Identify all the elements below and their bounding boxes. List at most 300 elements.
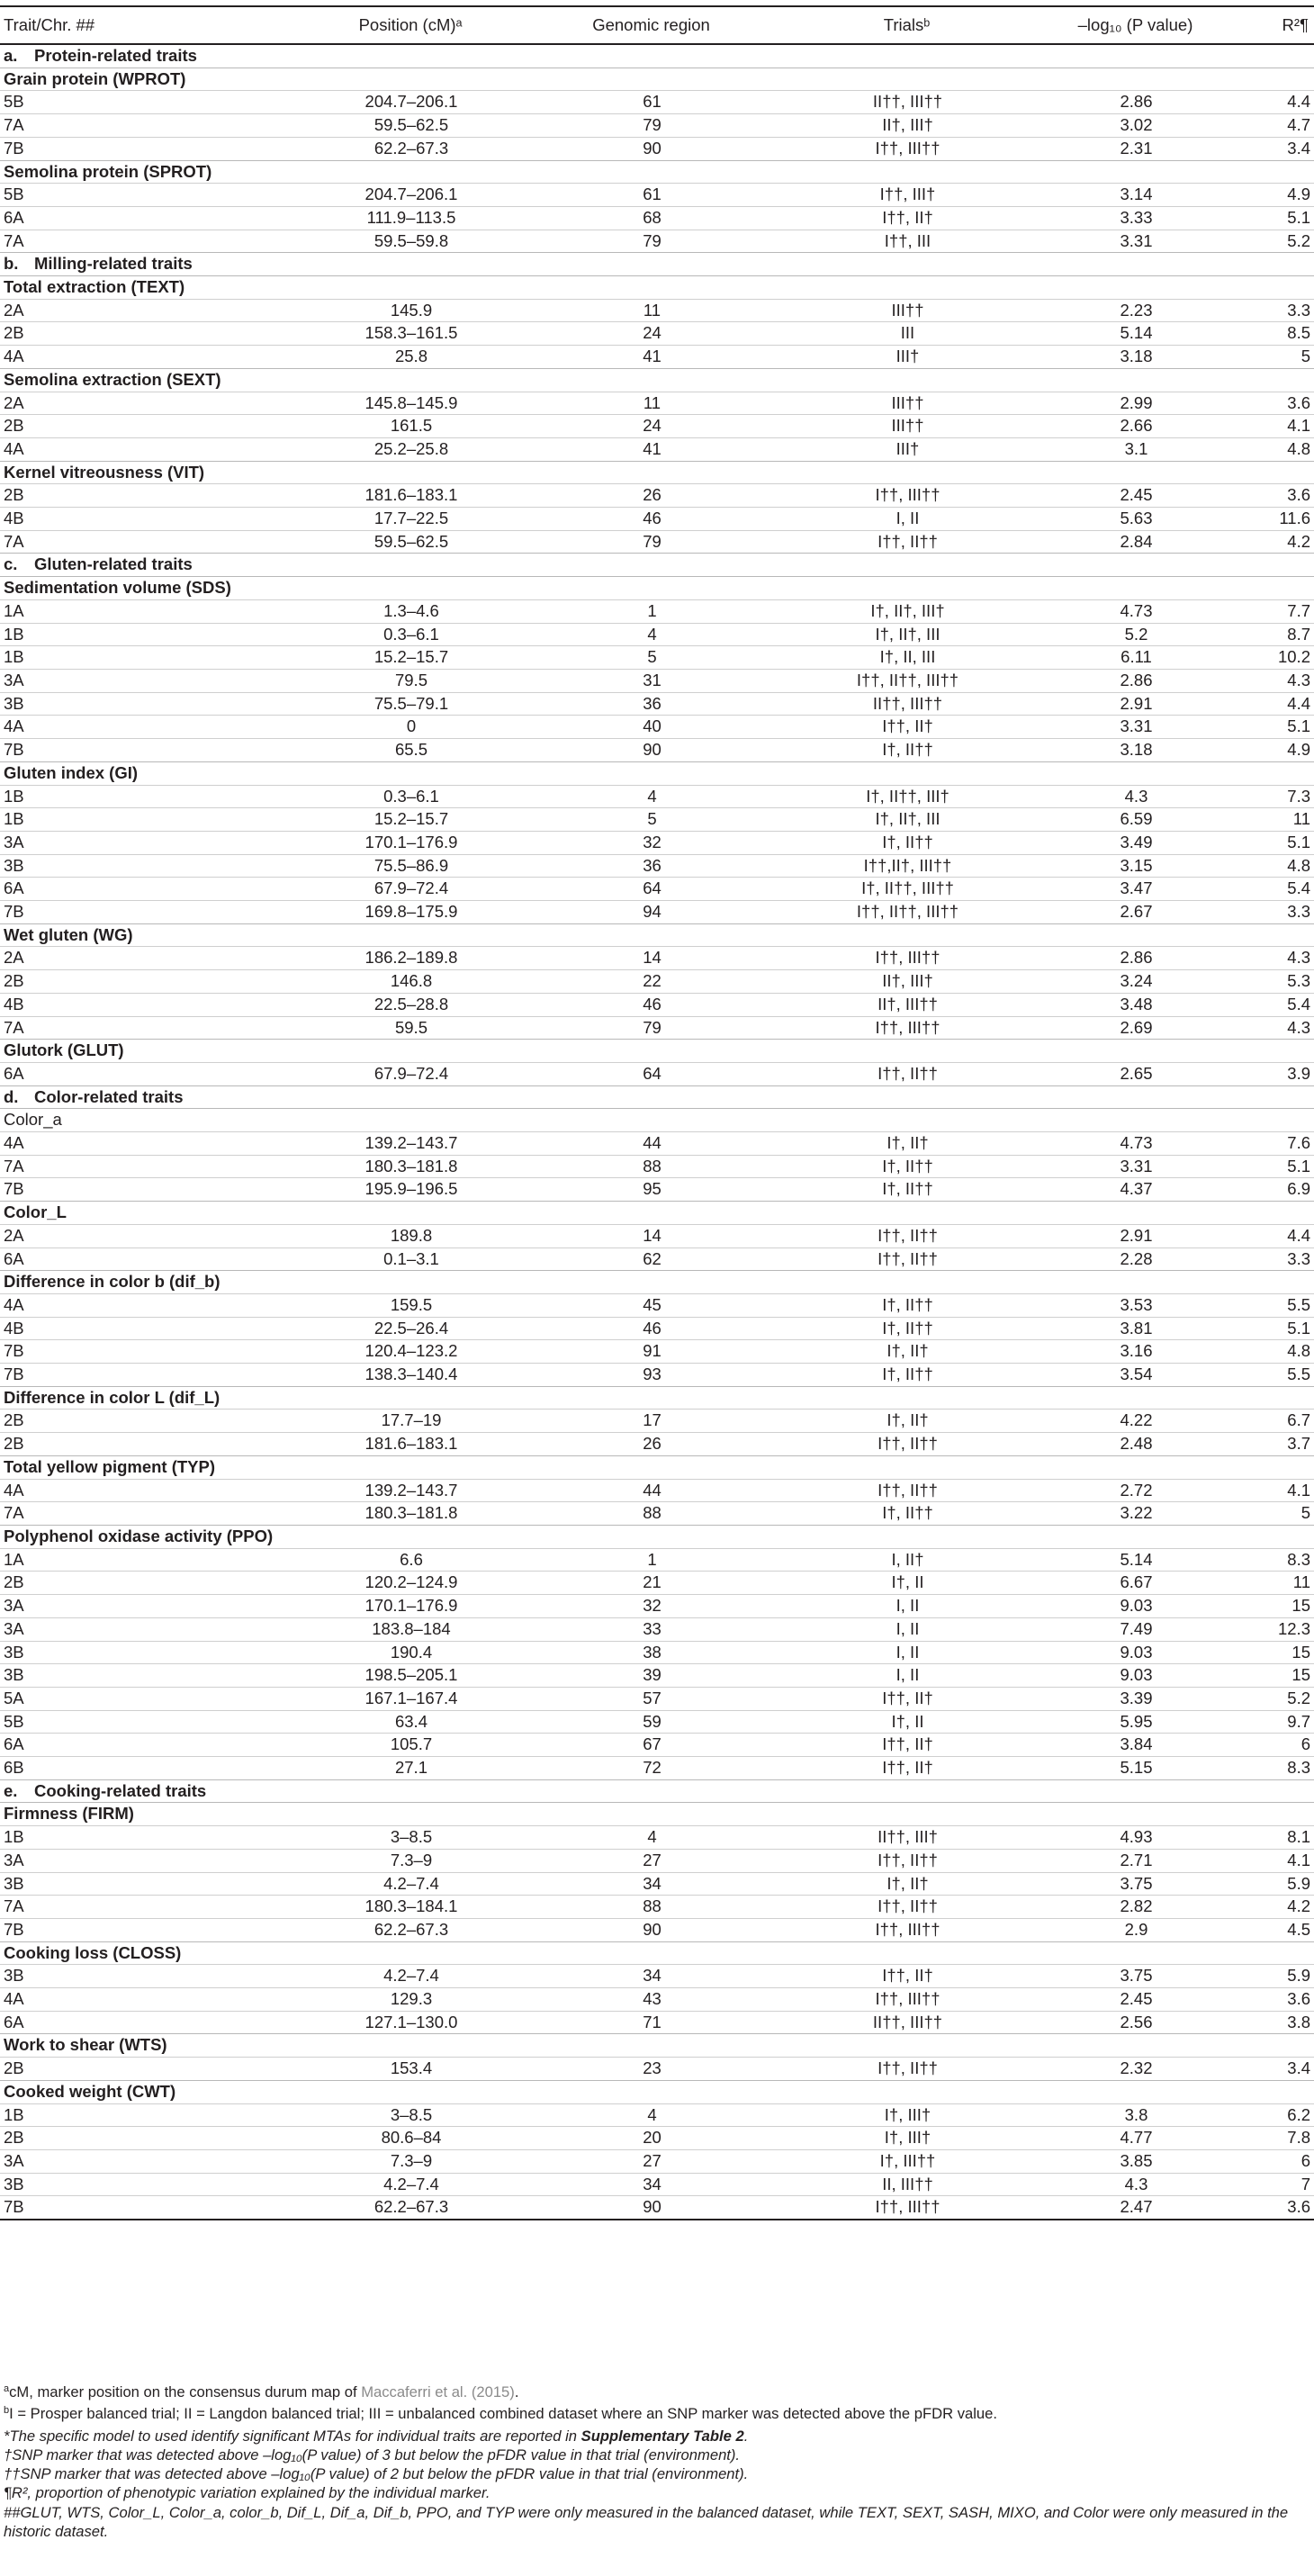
table-row bbox=[0, 299, 1314, 322]
cell-trials: I††, II†† bbox=[798, 1479, 1017, 1502]
table-row bbox=[0, 2196, 1314, 2220]
trait-header-row bbox=[0, 2080, 1314, 2103]
cell-genomic-region: 36 bbox=[506, 692, 798, 716]
table-row bbox=[0, 1872, 1314, 1896]
cell-pvalue: 3.18 bbox=[1017, 346, 1256, 369]
cell-pvalue: 5.2 bbox=[1017, 623, 1256, 646]
cell-chromosome: 3B bbox=[0, 854, 317, 878]
cell-pvalue: 2.32 bbox=[1017, 2058, 1256, 2081]
cell-trials: III†† bbox=[798, 415, 1017, 438]
cell-trials: I††, II† bbox=[798, 1757, 1017, 1780]
cell-pvalue: 2.31 bbox=[1017, 137, 1256, 160]
cell-trials: I†, III†† bbox=[798, 2149, 1017, 2173]
cell-position: 17.7–19 bbox=[317, 1410, 506, 1433]
cell-pvalue: 2.47 bbox=[1017, 2196, 1256, 2220]
cell-position: 6.6 bbox=[317, 1548, 506, 1572]
cell-r2: 15 bbox=[1256, 1641, 1314, 1664]
table-row bbox=[0, 1757, 1314, 1780]
cell-r2: 10.2 bbox=[1256, 646, 1314, 670]
cell-trials: I††, III†† bbox=[798, 947, 1017, 970]
cell-r2: 5.5 bbox=[1256, 1364, 1314, 1387]
cell-position: 59.5–59.8 bbox=[317, 230, 506, 253]
cell-pvalue: 2.86 bbox=[1017, 947, 1256, 970]
table-row bbox=[0, 137, 1314, 160]
table-row bbox=[0, 785, 1314, 808]
cell-trials: I††, III†† bbox=[798, 1016, 1017, 1040]
cell-r2: 4.4 bbox=[1256, 692, 1314, 716]
cell-position: 204.7–206.1 bbox=[317, 184, 506, 207]
table-row bbox=[0, 1710, 1314, 1734]
trait-label: Color_a bbox=[0, 1109, 1314, 1132]
section-letter: d. bbox=[4, 1086, 19, 1106]
cell-chromosome: 1B bbox=[0, 2103, 317, 2127]
cell-genomic-region: 44 bbox=[506, 1132, 798, 1156]
table-row bbox=[0, 1617, 1314, 1641]
cell-trials: II††, III†† bbox=[798, 2011, 1017, 2034]
cell-genomic-region: 45 bbox=[506, 1293, 798, 1317]
cell-pvalue: 2.66 bbox=[1017, 415, 1256, 438]
cell-position: 0.3–6.1 bbox=[317, 623, 506, 646]
cell-genomic-region: 23 bbox=[506, 2058, 798, 2081]
cell-r2: 7.7 bbox=[1256, 599, 1314, 623]
section-letter: b. bbox=[4, 254, 19, 274]
trait-header-row bbox=[0, 276, 1314, 300]
table-body bbox=[0, 44, 1314, 2220]
cell-pvalue: 2.82 bbox=[1017, 1896, 1256, 1919]
cell-position: 180.3–184.1 bbox=[317, 1896, 506, 1919]
cell-r2: 5.2 bbox=[1256, 1687, 1314, 1710]
cell-trials: I†, II† bbox=[798, 1132, 1017, 1156]
cell-chromosome: 6B bbox=[0, 1757, 317, 1780]
cell-genomic-region: 46 bbox=[506, 508, 798, 531]
cell-position: 62.2–67.3 bbox=[317, 1918, 506, 1941]
cell-position: 0.3–6.1 bbox=[317, 785, 506, 808]
cell-position: 138.3–140.4 bbox=[317, 1364, 506, 1387]
cell-pvalue: 9.03 bbox=[1017, 1664, 1256, 1688]
cell-chromosome: 1B bbox=[0, 1826, 317, 1850]
cell-chromosome: 7A bbox=[0, 1502, 317, 1526]
cell-pvalue: 3.75 bbox=[1017, 1872, 1256, 1896]
trait-label: Cooking loss (CLOSS) bbox=[0, 1941, 1314, 1965]
table-row bbox=[0, 1155, 1314, 1178]
cell-position: 25.2–25.8 bbox=[317, 437, 506, 461]
cell-genomic-region: 62 bbox=[506, 1247, 798, 1271]
cell-pvalue: 9.03 bbox=[1017, 1641, 1256, 1664]
cell-genomic-region: 93 bbox=[506, 1364, 798, 1387]
cell-r2: 3.3 bbox=[1256, 299, 1314, 322]
cell-chromosome: 4B bbox=[0, 508, 317, 531]
table-footnotes bbox=[4, 2382, 1300, 2541]
cell-trials: I††, II††, III†† bbox=[798, 669, 1017, 692]
cell-position: 80.6–84 bbox=[317, 2127, 506, 2150]
cell-pvalue: 3.54 bbox=[1017, 1364, 1256, 1387]
cell-genomic-region: 61 bbox=[506, 184, 798, 207]
cell-trials: II††, III†† bbox=[798, 91, 1017, 114]
cell-trials: I††, II† bbox=[798, 716, 1017, 739]
cell-trials: I, II bbox=[798, 508, 1017, 531]
cell-trials: I††, II†† bbox=[798, 530, 1017, 554]
cell-trials: I†, II†† bbox=[798, 1502, 1017, 1526]
table-row bbox=[0, 599, 1314, 623]
cell-r2: 4.2 bbox=[1256, 530, 1314, 554]
trait-header-row bbox=[0, 1941, 1314, 1965]
cell-position: 62.2–67.3 bbox=[317, 2196, 506, 2220]
cell-r2: 6 bbox=[1256, 1734, 1314, 1757]
cell-chromosome: 1A bbox=[0, 1548, 317, 1572]
cell-trials: I, II bbox=[798, 1664, 1017, 1688]
table-row bbox=[0, 1479, 1314, 1502]
cell-trials: I†, II† bbox=[798, 1872, 1017, 1896]
trait-header-row bbox=[0, 1526, 1314, 1549]
header-trait: Trait/Chr. ## bbox=[0, 6, 317, 44]
cell-chromosome: 3A bbox=[0, 1595, 317, 1618]
cell-genomic-region: 34 bbox=[506, 1965, 798, 1988]
cell-pvalue: 4.37 bbox=[1017, 1178, 1256, 1202]
cell-chromosome: 3B bbox=[0, 1872, 317, 1896]
cell-trials: I, II bbox=[798, 1617, 1017, 1641]
trait-header-row bbox=[0, 368, 1314, 392]
cell-r2: 11 bbox=[1256, 808, 1314, 832]
cell-pvalue: 3.18 bbox=[1017, 739, 1256, 762]
cell-position: 67.9–72.4 bbox=[317, 1062, 506, 1085]
footnote-star bbox=[4, 2427, 1300, 2445]
cell-genomic-region: 79 bbox=[506, 530, 798, 554]
cell-trials: I††, II†† bbox=[798, 2058, 1017, 2081]
cell-chromosome: 1B bbox=[0, 623, 317, 646]
cell-r2: 5.1 bbox=[1256, 831, 1314, 854]
cell-trials: I†, II††, III†† bbox=[798, 878, 1017, 901]
cell-position: 204.7–206.1 bbox=[317, 91, 506, 114]
table-row bbox=[0, 2173, 1314, 2196]
cell-trials: I††, II†† bbox=[798, 1433, 1017, 1456]
cell-r2: 3.6 bbox=[1256, 484, 1314, 508]
cell-genomic-region: 64 bbox=[506, 1062, 798, 1085]
header-position: Position (cM)ᵃ bbox=[317, 6, 506, 44]
table-row bbox=[0, 1572, 1314, 1595]
footnote-a-end: . bbox=[514, 2383, 519, 2400]
cell-r2: 7 bbox=[1256, 2173, 1314, 2196]
table-row bbox=[0, 878, 1314, 901]
table-row bbox=[0, 1340, 1314, 1364]
cell-position: 169.8–175.9 bbox=[317, 901, 506, 924]
cell-r2: 4.3 bbox=[1256, 947, 1314, 970]
cell-chromosome: 4B bbox=[0, 1317, 317, 1340]
cell-chromosome: 7B bbox=[0, 901, 317, 924]
cell-genomic-region: 90 bbox=[506, 1918, 798, 1941]
cell-chromosome: 3B bbox=[0, 2173, 317, 2196]
cell-pvalue: 2.23 bbox=[1017, 299, 1256, 322]
cell-genomic-region: 34 bbox=[506, 1872, 798, 1896]
cell-chromosome: 1B bbox=[0, 808, 317, 832]
trait-label: Polyphenol oxidase activity (PPO) bbox=[0, 1526, 1314, 1549]
cell-chromosome: 3A bbox=[0, 1849, 317, 1872]
cell-r2: 4.1 bbox=[1256, 415, 1314, 438]
trait-label: Grain protein (WPROT) bbox=[0, 68, 1314, 91]
section-header-row bbox=[0, 253, 1314, 276]
cell-position: 3–8.5 bbox=[317, 2103, 506, 2127]
cell-trials: II, III†† bbox=[798, 2173, 1017, 2196]
table-row bbox=[0, 392, 1314, 415]
cell-r2: 4.7 bbox=[1256, 114, 1314, 138]
cell-chromosome: 7B bbox=[0, 137, 317, 160]
trait-label: Firmness (FIRM) bbox=[0, 1803, 1314, 1826]
section-letter: e. bbox=[4, 1780, 18, 1800]
cell-chromosome: 3B bbox=[0, 692, 317, 716]
cell-chromosome: 2B bbox=[0, 415, 317, 438]
cell-pvalue: 2.28 bbox=[1017, 1247, 1256, 1271]
table-row bbox=[0, 437, 1314, 461]
cell-pvalue: 2.67 bbox=[1017, 901, 1256, 924]
cell-genomic-region: 90 bbox=[506, 739, 798, 762]
section-label: Protein-related traits bbox=[34, 46, 197, 65]
cell-pvalue: 3.22 bbox=[1017, 1502, 1256, 1526]
trait-header-row bbox=[0, 577, 1314, 600]
table-row bbox=[0, 1016, 1314, 1040]
cell-pvalue: 3.24 bbox=[1017, 970, 1256, 994]
cell-pvalue: 2.72 bbox=[1017, 1479, 1256, 1502]
cell-chromosome: 2B bbox=[0, 322, 317, 346]
cell-trials: I†, II†† bbox=[798, 1293, 1017, 1317]
cell-chromosome: 3A bbox=[0, 669, 317, 692]
cell-r2: 11 bbox=[1256, 1572, 1314, 1595]
cell-trials: I†, II bbox=[798, 1572, 1017, 1595]
cell-genomic-region: 61 bbox=[506, 91, 798, 114]
section-header-row bbox=[0, 44, 1314, 68]
cell-genomic-region: 94 bbox=[506, 901, 798, 924]
trait-header-row bbox=[0, 1040, 1314, 1063]
cell-trials: I††, II†† bbox=[798, 1062, 1017, 1085]
cell-genomic-region: 41 bbox=[506, 437, 798, 461]
cell-position: 27.1 bbox=[317, 1757, 506, 1780]
cell-pvalue: 3.15 bbox=[1017, 854, 1256, 878]
table-row bbox=[0, 970, 1314, 994]
trait-label: Glutork (GLUT) bbox=[0, 1040, 1314, 1063]
table-row bbox=[0, 1734, 1314, 1757]
cell-position: 190.4 bbox=[317, 1641, 506, 1664]
table-row bbox=[0, 1965, 1314, 1988]
table-header bbox=[0, 6, 1314, 44]
trait-header-row bbox=[0, 1271, 1314, 1294]
cell-pvalue: 9.03 bbox=[1017, 1595, 1256, 1618]
footnote-star-text: *The specific model to used identify significant MTAs for individual traits are reported in bbox=[4, 2427, 581, 2445]
cell-genomic-region: 4 bbox=[506, 785, 798, 808]
cell-position: 139.2–143.7 bbox=[317, 1479, 506, 1502]
footnote-pilcrow: ¶R², proportion of phenotypic variation explained by the individual marker. bbox=[4, 2484, 490, 2502]
table-row bbox=[0, 623, 1314, 646]
cell-r2: 5.1 bbox=[1256, 1317, 1314, 1340]
cell-pvalue: 3.33 bbox=[1017, 206, 1256, 230]
trait-header-row bbox=[0, 1202, 1314, 1225]
cell-genomic-region: 14 bbox=[506, 947, 798, 970]
cell-r2: 5.9 bbox=[1256, 1872, 1314, 1896]
cell-r2: 5.3 bbox=[1256, 970, 1314, 994]
cell-genomic-region: 34 bbox=[506, 2173, 798, 2196]
trait-label: Total yellow pigment (TYP) bbox=[0, 1455, 1314, 1479]
trait-header-row bbox=[0, 1386, 1314, 1410]
cell-trials: III† bbox=[798, 437, 1017, 461]
section-header bbox=[0, 253, 1314, 276]
table-row bbox=[0, 739, 1314, 762]
section-header-row bbox=[0, 1085, 1314, 1109]
cell-genomic-region: 88 bbox=[506, 1502, 798, 1526]
cell-genomic-region: 24 bbox=[506, 415, 798, 438]
cell-trials: I††, III†† bbox=[798, 1918, 1017, 1941]
footnote-star-supplementary-link[interactable]: Supplementary Table 2 bbox=[580, 2427, 744, 2445]
cell-chromosome: 6A bbox=[0, 1247, 317, 1271]
table-row bbox=[0, 716, 1314, 739]
section-header bbox=[0, 1779, 1314, 1803]
cell-trials: III† bbox=[798, 346, 1017, 369]
cell-chromosome: 1A bbox=[0, 599, 317, 623]
cell-r2: 5.1 bbox=[1256, 716, 1314, 739]
cell-trials: I††, II†† bbox=[798, 1224, 1017, 1247]
cell-trials: I††, II† bbox=[798, 206, 1017, 230]
cell-trials: I†, III† bbox=[798, 2127, 1017, 2150]
cell-r2: 7.3 bbox=[1256, 785, 1314, 808]
trait-label: Color_L bbox=[0, 1202, 1314, 1225]
cell-pvalue: 2.9 bbox=[1017, 1918, 1256, 1941]
trait-header-row bbox=[0, 761, 1314, 785]
cell-genomic-region: 14 bbox=[506, 1224, 798, 1247]
cell-position: 153.4 bbox=[317, 2058, 506, 2081]
cell-genomic-region: 46 bbox=[506, 993, 798, 1016]
cell-genomic-region: 1 bbox=[506, 599, 798, 623]
trait-header-row bbox=[0, 160, 1314, 184]
table-row bbox=[0, 692, 1314, 716]
cell-chromosome: 2B bbox=[0, 970, 317, 994]
cell-position: 120.2–124.9 bbox=[317, 1572, 506, 1595]
cell-chromosome: 5B bbox=[0, 184, 317, 207]
cell-position: 59.5 bbox=[317, 1016, 506, 1040]
cell-position: 167.1–167.4 bbox=[317, 1687, 506, 1710]
cell-trials: I†, II†† bbox=[798, 1364, 1017, 1387]
cell-r2: 5.5 bbox=[1256, 1293, 1314, 1317]
cell-position: 7.3–9 bbox=[317, 1849, 506, 1872]
cell-pvalue: 2.84 bbox=[1017, 530, 1256, 554]
cell-r2: 4.3 bbox=[1256, 669, 1314, 692]
cell-trials: I†, II† bbox=[798, 1340, 1017, 1364]
cell-trials: I†, II†, III† bbox=[798, 599, 1017, 623]
cell-position: 0 bbox=[317, 716, 506, 739]
section-header-row bbox=[0, 554, 1314, 577]
cell-pvalue: 3.47 bbox=[1017, 878, 1256, 901]
cell-pvalue: 5.95 bbox=[1017, 1710, 1256, 1734]
footnote-star-end: . bbox=[743, 2427, 749, 2445]
section-label: Milling-related traits bbox=[34, 254, 193, 274]
cell-trials: II†, III† bbox=[798, 970, 1017, 994]
cell-pvalue: 2.91 bbox=[1017, 692, 1256, 716]
cell-chromosome: 2B bbox=[0, 484, 317, 508]
table-row bbox=[0, 646, 1314, 670]
cell-chromosome: 7B bbox=[0, 2196, 317, 2220]
cell-chromosome: 2B bbox=[0, 1410, 317, 1433]
section-letter: a. bbox=[4, 46, 18, 65]
cell-genomic-region: 11 bbox=[506, 392, 798, 415]
cell-r2: 3.3 bbox=[1256, 1247, 1314, 1271]
trait-header-row bbox=[0, 1455, 1314, 1479]
cell-r2: 3.6 bbox=[1256, 2196, 1314, 2220]
footnote-a-reference-link[interactable]: Maccaferri et al. (2015) bbox=[361, 2383, 515, 2400]
cell-trials: I†, II†† bbox=[798, 1155, 1017, 1178]
cell-chromosome: 6A bbox=[0, 2011, 317, 2034]
table-row bbox=[0, 1433, 1314, 1456]
cell-r2: 5 bbox=[1256, 346, 1314, 369]
cell-position: 15.2–15.7 bbox=[317, 808, 506, 832]
table-row bbox=[0, 1410, 1314, 1433]
table-row bbox=[0, 2127, 1314, 2150]
cell-pvalue: 2.48 bbox=[1017, 1433, 1256, 1456]
cell-pvalue: 4.73 bbox=[1017, 599, 1256, 623]
cell-genomic-region: 26 bbox=[506, 484, 798, 508]
cell-trials: III†† bbox=[798, 299, 1017, 322]
cell-pvalue: 6.67 bbox=[1017, 1572, 1256, 1595]
trait-header-row bbox=[0, 2034, 1314, 2058]
cell-genomic-region: 27 bbox=[506, 1849, 798, 1872]
cell-genomic-region: 4 bbox=[506, 623, 798, 646]
table-row bbox=[0, 346, 1314, 369]
cell-trials: I††, II†† bbox=[798, 1247, 1017, 1271]
cell-chromosome: 3B bbox=[0, 1641, 317, 1664]
cell-pvalue: 3.49 bbox=[1017, 831, 1256, 854]
cell-pvalue: 2.86 bbox=[1017, 91, 1256, 114]
cell-r2: 6.2 bbox=[1256, 2103, 1314, 2127]
cell-genomic-region: 95 bbox=[506, 1178, 798, 1202]
table-row bbox=[0, 91, 1314, 114]
cell-genomic-region: 46 bbox=[506, 1317, 798, 1340]
cell-r2: 5 bbox=[1256, 1502, 1314, 1526]
table-row bbox=[0, 206, 1314, 230]
cell-position: 159.5 bbox=[317, 1293, 506, 1317]
cell-position: 59.5–62.5 bbox=[317, 114, 506, 138]
cell-position: 195.9–196.5 bbox=[317, 1178, 506, 1202]
footnote-b bbox=[4, 2404, 1300, 2426]
cell-pvalue: 3.84 bbox=[1017, 1734, 1256, 1757]
cell-pvalue: 3.48 bbox=[1017, 993, 1256, 1016]
cell-position: 4.2–7.4 bbox=[317, 1872, 506, 1896]
cell-genomic-region: 44 bbox=[506, 1479, 798, 1502]
header-trials: Trialsᵇ bbox=[798, 6, 1017, 44]
cell-trials: I†, II†, III bbox=[798, 623, 1017, 646]
trait-label: Semolina protein (SPROT) bbox=[0, 160, 1314, 184]
cell-pvalue: 5.15 bbox=[1017, 1757, 1256, 1780]
cell-r2: 7.8 bbox=[1256, 2127, 1314, 2150]
cell-chromosome: 1B bbox=[0, 785, 317, 808]
cell-trials: I†, II bbox=[798, 1710, 1017, 1734]
cell-pvalue: 3.85 bbox=[1017, 2149, 1256, 2173]
cell-trials: II†, III†† bbox=[798, 993, 1017, 1016]
cell-genomic-region: 22 bbox=[506, 970, 798, 994]
cell-position: 181.6–183.1 bbox=[317, 484, 506, 508]
cell-r2: 3.7 bbox=[1256, 1433, 1314, 1456]
cell-pvalue: 3.75 bbox=[1017, 1965, 1256, 1988]
cell-genomic-region: 57 bbox=[506, 1687, 798, 1710]
cell-position: 170.1–176.9 bbox=[317, 1595, 506, 1618]
cell-r2: 3.3 bbox=[1256, 901, 1314, 924]
table-row bbox=[0, 854, 1314, 878]
cell-position: 145.8–145.9 bbox=[317, 392, 506, 415]
cell-genomic-region: 33 bbox=[506, 1617, 798, 1641]
trait-header-row bbox=[0, 1803, 1314, 1826]
cell-r2: 4.9 bbox=[1256, 739, 1314, 762]
cell-pvalue: 3.31 bbox=[1017, 1155, 1256, 1178]
cell-position: 139.2–143.7 bbox=[317, 1132, 506, 1156]
cell-r2: 3.6 bbox=[1256, 392, 1314, 415]
table-row bbox=[0, 1664, 1314, 1688]
table-row bbox=[0, 1247, 1314, 1271]
table-row bbox=[0, 1132, 1314, 1156]
cell-genomic-region: 88 bbox=[506, 1896, 798, 1919]
cell-pvalue: 4.3 bbox=[1017, 785, 1256, 808]
